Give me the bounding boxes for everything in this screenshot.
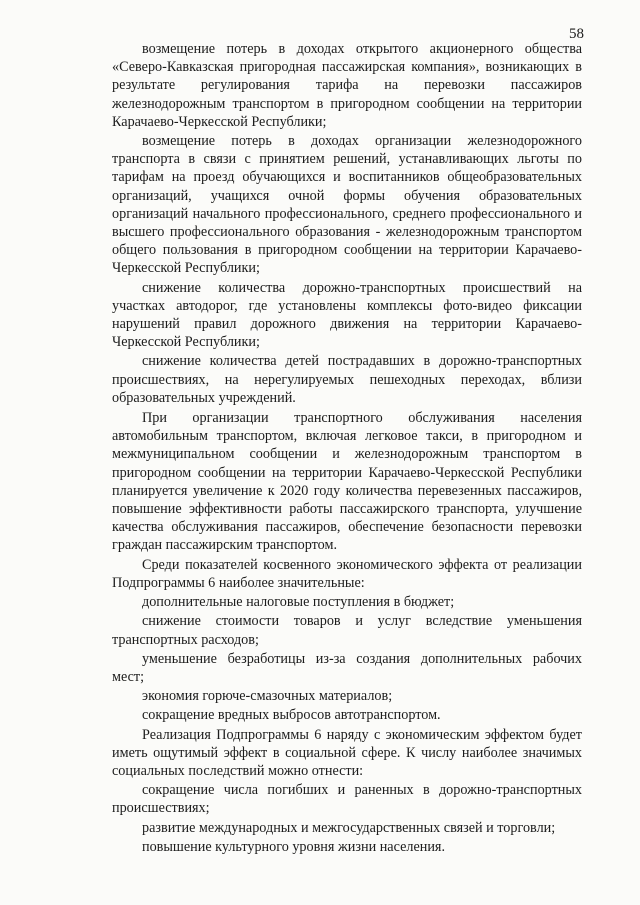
page-number: 58 bbox=[569, 26, 584, 42]
paragraph: снижение количества детей пострадавших в дорожно-транспортных происшествиях, на нерегулируемых пешеходных переходах, вблизи образовательных учреждений. bbox=[112, 353, 582, 406]
paragraph: снижение количества дорожно-транспортных происшествий на участках автодорог, где установлены комплексы фото-видео фиксации нарушений правил дорожного движения на территории Карачаево-Черкесской Республики; bbox=[112, 279, 582, 351]
list-item: дополнительные налоговые поступления в бюджет; bbox=[142, 594, 455, 611]
document-body bbox=[112, 40, 582, 857]
list-item: экономия горюче-смазочных материалов; bbox=[142, 688, 393, 705]
list-item: повышение культурного уровня жизни населения. bbox=[142, 838, 445, 855]
list-item: сокращение вредных выбросов автотранспортом. bbox=[142, 707, 441, 724]
paragraph: возмещение потерь в доходах открытого акционерного общества «Северо-Кавказская пригородная пассажирская компания», возникающих в результате регулирования тарифа на перевозки пассажиров железнодорожным транспортом в пригородном сообщении на территории Карачаево-Черкесской Республики; bbox=[112, 41, 582, 130]
list-item: снижение стоимости товаров и услуг вследствие уменьшения транспортных расходов; bbox=[112, 613, 582, 648]
list-item: развитие международных и межгосударственных связей и торговли; bbox=[142, 819, 556, 836]
paragraph: Среди показателей косвенного экономического эффекта от реализации Подпрограммы 6 наиболее значительные: bbox=[112, 556, 582, 591]
paragraph: возмещение потерь в доходах организации железнодорожного транспорта в связи с принятием решений, устанавливающих льготы по тарифам на проезд обучающихся и воспитанников общеобразовательных организаций, учащихся очной формы обучения образовательных организаций начального профессионального, среднего профессионального и высшего профессионального образования - железнодорожным транспортом общего пользования в пригородном сообщении на территории Карачаево-Черкесской Республики; bbox=[112, 133, 582, 277]
list-item: уменьшение безработицы из-за создания дополнительных рабочих мест; bbox=[112, 650, 582, 685]
list-item: сокращение числа погибших и раненных в дорожно-транспортных происшествиях; bbox=[112, 782, 582, 817]
paragraph: При организации транспортного обслуживания населения автомобильным транспортом, включая легковое такси, в пригородном и межмуниципальном сообщении и железнодорожным транспортом в пригородном сообщении на территории Карачаево-Черкесской Республики планируется увеличение к 2020 году количества перевезенных пассажиров, повышение эффективности работы пассажирского транспорта, улучшение качества обслуживания пассажиров, обеспечение безопасности перевозки граждан пассажирским транспортом. bbox=[112, 410, 582, 554]
paragraph: Реализация Подпрограммы 6 наряду с экономическим эффектом будет иметь ощутимый эффект в социальной сфере. К числу наиболее значимых социальных последствий можно отнести: bbox=[112, 726, 582, 779]
